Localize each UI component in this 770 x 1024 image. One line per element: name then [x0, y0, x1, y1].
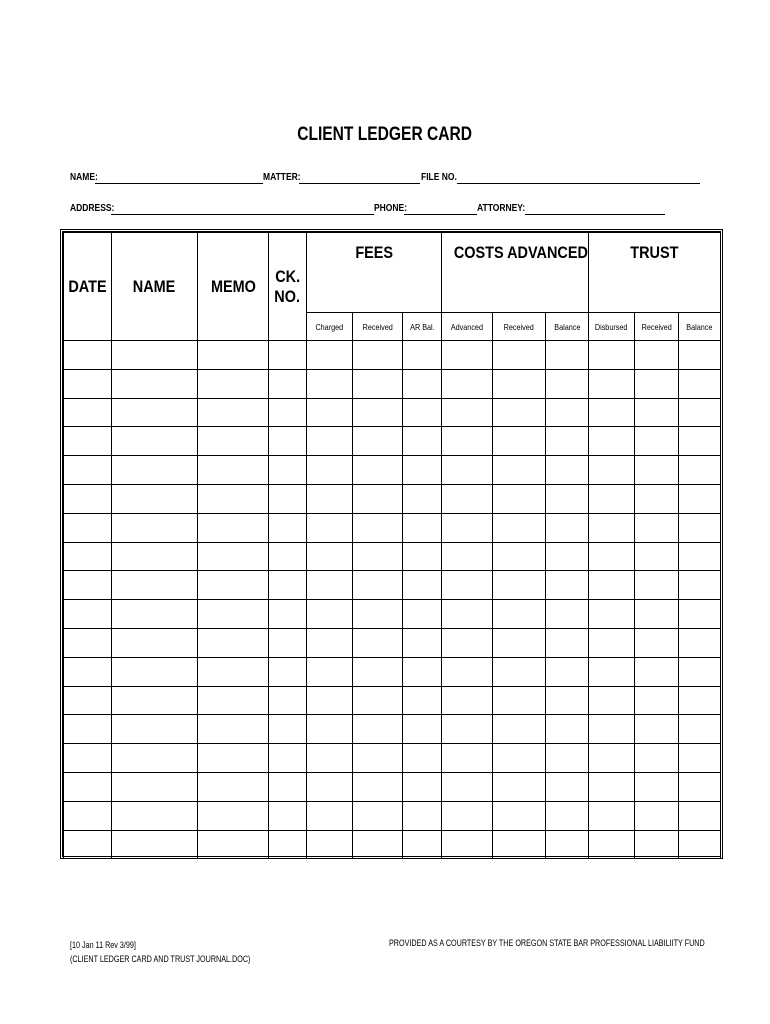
ledger-cell[interactable]: [198, 830, 269, 859]
ledger-cell[interactable]: [635, 341, 679, 370]
ledger-row: [64, 628, 721, 657]
ledger-cell[interactable]: [269, 628, 307, 657]
ledger-cell[interactable]: [64, 542, 112, 571]
memo-header: MEMO: [198, 233, 269, 341]
ledger-cell[interactable]: [635, 571, 679, 600]
ledger-cell[interactable]: [269, 542, 307, 571]
ledger-row: [64, 369, 721, 398]
ledger-cell[interactable]: [112, 456, 198, 485]
ledger-cell[interactable]: [112, 341, 198, 370]
ledger-cell[interactable]: [442, 744, 493, 773]
ledger-cell[interactable]: [307, 427, 353, 456]
ledger-row: [64, 715, 721, 744]
ledger-cell[interactable]: [546, 542, 589, 571]
trust-disbursed-header: Disbursed: [589, 313, 635, 341]
ledger-cell[interactable]: [353, 686, 403, 715]
ledger-cell[interactable]: [403, 456, 442, 485]
ledger-cell[interactable]: [112, 715, 198, 744]
ledger-cell[interactable]: [635, 542, 679, 571]
name-field[interactable]: [95, 183, 263, 184]
ledger-cell[interactable]: [112, 513, 198, 542]
ledger-cell[interactable]: [635, 513, 679, 542]
ledger-cell[interactable]: [112, 686, 198, 715]
ledger-row: [64, 830, 721, 859]
ledger-cell[interactable]: [269, 772, 307, 801]
ledger-cell[interactable]: [269, 456, 307, 485]
ledger-cell[interactable]: [112, 571, 198, 600]
ledger-cell[interactable]: [493, 657, 546, 686]
ledger-cell[interactable]: [198, 715, 269, 744]
ledger-cell[interactable]: [403, 571, 442, 600]
ledger-cell[interactable]: [403, 341, 442, 370]
ledger-cell[interactable]: [112, 369, 198, 398]
ledger-cell[interactable]: [679, 801, 721, 830]
costs-advanced-header: COSTS ADVANCED: [442, 233, 589, 313]
ledger-cell[interactable]: [679, 427, 721, 456]
ledger-cell[interactable]: [353, 456, 403, 485]
ledger-cell[interactable]: [353, 398, 403, 427]
ledger-cell[interactable]: [403, 542, 442, 571]
ledger-cell[interactable]: [493, 513, 546, 542]
ledger-cell[interactable]: [493, 715, 546, 744]
ledger-cell[interactable]: [442, 484, 493, 513]
ledger-cell[interactable]: [269, 341, 307, 370]
ledger-cell[interactable]: [589, 715, 635, 744]
ledger-cell[interactable]: [112, 600, 198, 629]
ledger-cell[interactable]: [403, 772, 442, 801]
ledger-cell[interactable]: [493, 542, 546, 571]
ledger-cell[interactable]: [403, 801, 442, 830]
ledger-cell[interactable]: [493, 600, 546, 629]
ledger-cell[interactable]: [307, 628, 353, 657]
ledger-cell[interactable]: [589, 686, 635, 715]
page-title: CLIENT LEDGER CARD: [297, 124, 473, 145]
ledger-cell[interactable]: [112, 398, 198, 427]
fees-header: FEES: [307, 233, 442, 313]
ledger-cell[interactable]: [307, 398, 353, 427]
ledger-cell[interactable]: [442, 571, 493, 600]
ledger-cell[interactable]: [64, 369, 112, 398]
ledger-cell[interactable]: [635, 744, 679, 773]
ledger-cell[interactable]: [64, 657, 112, 686]
ledger-cell[interactable]: [353, 772, 403, 801]
costs-balance-header: Balance: [546, 313, 589, 341]
attorney-field[interactable]: [525, 214, 665, 215]
ledger-cell[interactable]: [635, 686, 679, 715]
ledger-cell[interactable]: [589, 600, 635, 629]
ledger-cell[interactable]: [493, 744, 546, 773]
ledger-cell[interactable]: [493, 456, 546, 485]
ledger-cell[interactable]: [403, 369, 442, 398]
ledger-cell[interactable]: [403, 715, 442, 744]
ledger-cell[interactable]: [198, 427, 269, 456]
ledger-cell[interactable]: [493, 801, 546, 830]
ledger-cell[interactable]: [112, 657, 198, 686]
ledger-row: [64, 456, 721, 485]
ledger-cell[interactable]: [64, 456, 112, 485]
ledger-cell[interactable]: [112, 830, 198, 859]
ledger-cell[interactable]: [546, 830, 589, 859]
address-field[interactable]: [111, 214, 374, 215]
ledger-cell[interactable]: [307, 542, 353, 571]
ledger-cell[interactable]: [635, 628, 679, 657]
ledger-cell[interactable]: [546, 456, 589, 485]
ledger-cell[interactable]: [403, 657, 442, 686]
ledger-cell[interactable]: [64, 484, 112, 513]
ledger-row: [64, 571, 721, 600]
ledger-cell[interactable]: [546, 628, 589, 657]
ledger-cell[interactable]: [546, 398, 589, 427]
costs-advanced-subheader: Advanced: [442, 313, 493, 341]
ledger-cell[interactable]: [679, 369, 721, 398]
ledger-cell[interactable]: [403, 513, 442, 542]
ledger-cell[interactable]: [442, 686, 493, 715]
ledger-cell[interactable]: [307, 600, 353, 629]
ledger-cell[interactable]: [353, 830, 403, 859]
ledger-cell[interactable]: [353, 600, 403, 629]
ledger-cell[interactable]: [679, 513, 721, 542]
ledger-cell[interactable]: [589, 801, 635, 830]
ledger-cell[interactable]: [546, 600, 589, 629]
fees-received-header: Received: [353, 313, 403, 341]
ledger-cell[interactable]: [589, 398, 635, 427]
ledger-cell[interactable]: [269, 513, 307, 542]
ledger-cell[interactable]: [442, 398, 493, 427]
ledger-cell[interactable]: [589, 456, 635, 485]
ledger-row: [64, 341, 721, 370]
ledger-cell[interactable]: [546, 513, 589, 542]
ledger-cell[interactable]: [403, 600, 442, 629]
ledger-cell[interactable]: [546, 369, 589, 398]
ledger-cell[interactable]: [679, 657, 721, 686]
ledger-table: [63, 232, 721, 859]
ledger-cell[interactable]: [635, 801, 679, 830]
ledger-cell[interactable]: [307, 686, 353, 715]
ledger-cell[interactable]: [353, 571, 403, 600]
ledger-cell[interactable]: [589, 427, 635, 456]
ledger-row: [64, 484, 721, 513]
ledger-cell[interactable]: [64, 715, 112, 744]
ledger-cell[interactable]: [112, 484, 198, 513]
ledger-cell[interactable]: [269, 715, 307, 744]
ledger-cell[interactable]: [403, 398, 442, 427]
revision-note: [10 Jan 11 Rev 3/99]: [70, 940, 136, 950]
ledger-cell[interactable]: [198, 369, 269, 398]
ledger-row: [64, 657, 721, 686]
ledger-cell[interactable]: [353, 513, 403, 542]
ledger-cell[interactable]: [442, 801, 493, 830]
ledger-cell[interactable]: [353, 628, 403, 657]
ledger-cell[interactable]: [635, 398, 679, 427]
ledger-cell[interactable]: [307, 369, 353, 398]
ledger-row: [64, 513, 721, 542]
ledger-cell[interactable]: [589, 484, 635, 513]
ledger-cell[interactable]: [546, 772, 589, 801]
ledger-cell[interactable]: [442, 369, 493, 398]
ledger-cell[interactable]: [353, 801, 403, 830]
ledger-cell[interactable]: [269, 801, 307, 830]
ledger-cell[interactable]: [64, 513, 112, 542]
ledger-cell[interactable]: [589, 542, 635, 571]
ledger-cell[interactable]: [589, 571, 635, 600]
ledger-cell[interactable]: [198, 628, 269, 657]
name-label: NAME:: [70, 172, 98, 183]
ledger-cell[interactable]: [635, 456, 679, 485]
ledger-cell[interactable]: [635, 657, 679, 686]
ledger-cell[interactable]: [493, 830, 546, 859]
ledger-cell[interactable]: [679, 830, 721, 859]
ledger-cell[interactable]: [112, 427, 198, 456]
ledger-cell[interactable]: [546, 801, 589, 830]
ledger-cell[interactable]: [442, 456, 493, 485]
ledger-cell[interactable]: [493, 369, 546, 398]
ledger-cell[interactable]: [403, 628, 442, 657]
ledger-cell[interactable]: [493, 398, 546, 427]
ledger-cell[interactable]: [269, 398, 307, 427]
ledger-cell[interactable]: [269, 369, 307, 398]
ledger-cell[interactable]: [403, 744, 442, 773]
ledger-body: [64, 341, 721, 859]
ledger-row: [64, 744, 721, 773]
ledger-cell[interactable]: [307, 657, 353, 686]
ledger-cell[interactable]: [679, 772, 721, 801]
fees-charged-header: Charged: [307, 313, 353, 341]
ledger-cell[interactable]: [269, 686, 307, 715]
ledger-cell[interactable]: [198, 571, 269, 600]
ledger-cell[interactable]: [546, 571, 589, 600]
ledger-cell[interactable]: [589, 628, 635, 657]
ledger-cell[interactable]: [493, 427, 546, 456]
ledger-cell[interactable]: [403, 686, 442, 715]
ledger-cell[interactable]: [269, 571, 307, 600]
ledger-cell[interactable]: [589, 341, 635, 370]
ledger-cell[interactable]: [679, 456, 721, 485]
ledger-cell[interactable]: [635, 715, 679, 744]
courtesy-note: PROVIDED AS A COURTESY BY THE OREGON STATE BAR PROFESSIONAL LIABILIITY FUND: [389, 938, 705, 948]
ledger-row: [64, 801, 721, 830]
ledger-cell[interactable]: [635, 427, 679, 456]
ledger-cell[interactable]: [353, 657, 403, 686]
ledger-cell[interactable]: [353, 542, 403, 571]
ledger-cell[interactable]: [546, 686, 589, 715]
trust-received-header: Received: [635, 313, 679, 341]
ledger-cell[interactable]: [307, 715, 353, 744]
name-header: NAME: [112, 233, 198, 341]
ledger-cell[interactable]: [353, 369, 403, 398]
ledger-row: [64, 542, 721, 571]
ledger-cell[interactable]: [635, 830, 679, 859]
ledger-cell[interactable]: [198, 657, 269, 686]
ledger-cell[interactable]: [269, 427, 307, 456]
fees-ar-balance-header: AR Bal.: [403, 313, 442, 341]
date-header: DATE: [64, 233, 112, 341]
ledger-cell[interactable]: [403, 427, 442, 456]
ledger-cell[interactable]: [64, 772, 112, 801]
ledger-cell[interactable]: [679, 686, 721, 715]
ledger-cell[interactable]: [589, 657, 635, 686]
ledger-cell[interactable]: [64, 600, 112, 629]
ledger-cell[interactable]: [269, 657, 307, 686]
ledger-cell[interactable]: [112, 628, 198, 657]
ledger-row: [64, 600, 721, 629]
ledger-cell[interactable]: [307, 830, 353, 859]
ledger-cell[interactable]: [679, 484, 721, 513]
ledger-cell[interactable]: [353, 744, 403, 773]
ledger-cell[interactable]: [589, 830, 635, 859]
trust-header: TRUST: [589, 233, 721, 313]
ledger-cell[interactable]: [64, 744, 112, 773]
ledger-cell[interactable]: [679, 398, 721, 427]
ledger-cell[interactable]: [112, 542, 198, 571]
ledger-cell[interactable]: [493, 686, 546, 715]
ledger-cell[interactable]: [635, 600, 679, 629]
ledger-cell[interactable]: [442, 542, 493, 571]
ledger-cell[interactable]: [198, 398, 269, 427]
ledger-cell[interactable]: [307, 456, 353, 485]
ledger-cell[interactable]: [198, 600, 269, 629]
ledger-row: [64, 686, 721, 715]
ledger-cell[interactable]: [442, 628, 493, 657]
ledger-cell[interactable]: [679, 571, 721, 600]
ledger-cell[interactable]: [635, 772, 679, 801]
ledger-row: [64, 427, 721, 456]
ledger-cell[interactable]: [269, 830, 307, 859]
ledger-cell[interactable]: [112, 801, 198, 830]
ledger-cell[interactable]: [589, 744, 635, 773]
ledger-table-frame: [60, 229, 723, 859]
ledger-cell[interactable]: [64, 801, 112, 830]
ledger-cell[interactable]: [442, 341, 493, 370]
ledger-cell[interactable]: [589, 369, 635, 398]
ledger-cell[interactable]: [546, 715, 589, 744]
address-label: ADDRESS:: [70, 203, 115, 214]
ledger-cell[interactable]: [198, 456, 269, 485]
ledger-cell[interactable]: [493, 628, 546, 657]
ledger-cell[interactable]: [269, 484, 307, 513]
ledger-cell[interactable]: [64, 628, 112, 657]
ledger-cell[interactable]: [64, 830, 112, 859]
ledger-cell[interactable]: [679, 600, 721, 629]
ledger-cell[interactable]: [353, 427, 403, 456]
ledger-cell[interactable]: [403, 830, 442, 859]
matter-label: MATTER:: [263, 172, 301, 183]
ledger-cell[interactable]: [307, 801, 353, 830]
ledger-cell[interactable]: [269, 600, 307, 629]
ledger-cell[interactable]: [546, 341, 589, 370]
phone-field[interactable]: [404, 214, 477, 215]
ledger-row: [64, 398, 721, 427]
ledger-cell[interactable]: [403, 484, 442, 513]
file-no-label: FILE NO.: [421, 172, 457, 183]
ledger-cell[interactable]: [679, 542, 721, 571]
phone-label: PHONE:: [374, 203, 408, 214]
ledger-cell[interactable]: [635, 369, 679, 398]
ledger-cell[interactable]: [112, 744, 198, 773]
ledger-cell[interactable]: [493, 571, 546, 600]
ledger-cell[interactable]: [442, 830, 493, 859]
ledger-cell[interactable]: [679, 341, 721, 370]
trust-balance-header: Balance: [679, 313, 721, 341]
ledger-cell[interactable]: [64, 686, 112, 715]
ledger-cell[interactable]: [442, 657, 493, 686]
ledger-cell[interactable]: [353, 341, 403, 370]
costs-received-header: Received: [493, 313, 546, 341]
ledger-cell[interactable]: [307, 744, 353, 773]
ledger-cell[interactable]: [546, 484, 589, 513]
footer-left: [70, 938, 296, 966]
ledger-cell[interactable]: [64, 427, 112, 456]
check-number-header: CK. NO.: [269, 233, 307, 341]
ledger-cell[interactable]: [307, 513, 353, 542]
ledger-cell[interactable]: [546, 657, 589, 686]
ledger-cell[interactable]: [442, 600, 493, 629]
ledger-cell[interactable]: [546, 427, 589, 456]
ledger-cell[interactable]: [198, 744, 269, 773]
file-no-field[interactable]: [457, 183, 700, 184]
ledger-cell[interactable]: [353, 484, 403, 513]
ledger-cell[interactable]: [442, 715, 493, 744]
ledger-cell[interactable]: [64, 341, 112, 370]
ledger-cell[interactable]: [546, 744, 589, 773]
ledger-row: [64, 772, 721, 801]
attorney-label: ATTORNEY:: [477, 203, 526, 214]
ledger-cell[interactable]: [493, 484, 546, 513]
ledger-cell[interactable]: [353, 715, 403, 744]
ledger-cell[interactable]: [442, 427, 493, 456]
ledger-cell[interactable]: [493, 341, 546, 370]
ledger-cell[interactable]: [198, 772, 269, 801]
ledger-cell[interactable]: [493, 772, 546, 801]
ledger-cell[interactable]: [442, 772, 493, 801]
ledger-cell[interactable]: [589, 513, 635, 542]
ledger-cell[interactable]: [198, 542, 269, 571]
ledger-cell[interactable]: [679, 744, 721, 773]
matter-field[interactable]: [299, 183, 420, 184]
ledger-cell[interactable]: [112, 772, 198, 801]
ledger-cell[interactable]: [679, 715, 721, 744]
ledger-cell[interactable]: [198, 484, 269, 513]
ledger-cell[interactable]: [198, 513, 269, 542]
ledger-cell[interactable]: [269, 744, 307, 773]
ledger-cell[interactable]: [307, 571, 353, 600]
ledger-cell[interactable]: [307, 484, 353, 513]
ledger-cell[interactable]: [198, 341, 269, 370]
ledger-cell[interactable]: [442, 513, 493, 542]
ledger-cell[interactable]: [198, 686, 269, 715]
ledger-cell[interactable]: [64, 398, 112, 427]
ledger-cell[interactable]: [64, 571, 112, 600]
ledger-cell[interactable]: [589, 772, 635, 801]
ledger-cell[interactable]: [635, 484, 679, 513]
document-filename: (CLIENT LEDGER CARD AND TRUST JOURNAL.DOC): [70, 954, 251, 964]
ledger-cell[interactable]: [307, 772, 353, 801]
ledger-cell[interactable]: [198, 801, 269, 830]
ledger-cell[interactable]: [307, 341, 353, 370]
ledger-cell[interactable]: [679, 628, 721, 657]
